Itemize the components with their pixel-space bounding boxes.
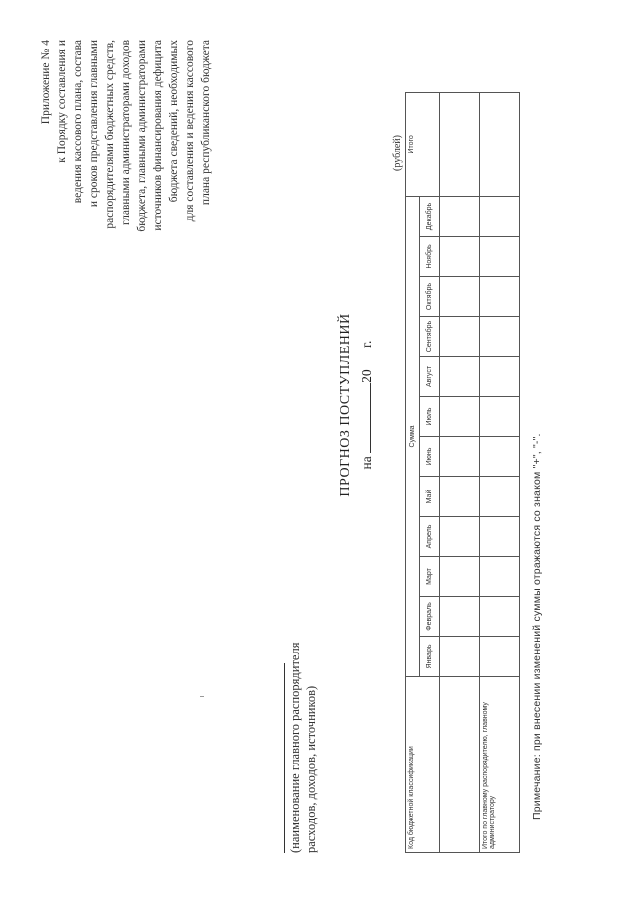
organization-caption-1: (наименование главного распорядителя (288, 642, 302, 853)
forecast-table (405, 92, 520, 853)
table-cell (480, 517, 520, 557)
table-cell (440, 196, 480, 236)
organization-block (284, 613, 319, 853)
table-cell (440, 477, 480, 517)
appendix-line: и сроков представления главными (88, 40, 100, 208)
appendix-line: к Порядку составления и (56, 40, 68, 163)
appendix-line: для составления и ведения кассового (184, 40, 196, 222)
total-header: Итого (406, 92, 440, 196)
month-header: Декабрь (420, 196, 440, 236)
scan-speck (200, 696, 204, 697)
table-cell (440, 317, 480, 357)
period-year-suffix: г. (359, 340, 374, 348)
header-row-1 (406, 92, 420, 852)
table-cell (440, 437, 480, 477)
organization-caption-2: расходов, доходов, источников) (304, 685, 318, 853)
table-cell (440, 277, 480, 317)
month-header: Сентябрь (420, 317, 440, 357)
table-cell (480, 637, 520, 677)
appendix-line: распорядителями бюджетных средств, (104, 40, 116, 229)
table-cell (440, 397, 480, 437)
table-cell (480, 92, 520, 196)
appendix-line: главными администраторами доходов (120, 40, 132, 225)
month-header: Январь (420, 637, 440, 677)
table-cell (440, 237, 480, 277)
document-title: ПРОГНОЗ ПОСТУПЛЕНИЙ (338, 313, 353, 497)
table-cell (440, 637, 480, 677)
appendix-line: бюджета сведений, необходимых (168, 40, 180, 203)
month-header: Май (420, 477, 440, 517)
table-cell (440, 357, 480, 397)
table-cell (480, 277, 520, 317)
table-cell (480, 557, 520, 597)
month-header: Июнь (420, 437, 440, 477)
month-header: Октябрь (420, 277, 440, 317)
appendix-line: плана республиканского бюджета (200, 40, 212, 206)
month-header: Апрель (420, 517, 440, 557)
appendix-line: источников финансирования дефицита (152, 40, 164, 231)
total-row-label: Итого по главному распорядителю, главному администратору (480, 677, 520, 853)
table-cell (440, 677, 480, 853)
total-row (480, 92, 520, 852)
table-cell (440, 92, 480, 196)
table-row (440, 92, 480, 852)
month-header: Март (420, 557, 440, 597)
document-period (358, 235, 375, 575)
table-cell (480, 357, 520, 397)
appendix-block (38, 40, 214, 300)
appendix-line: бюджета, главными администраторами (136, 40, 148, 232)
month-header: Август (420, 357, 440, 397)
table-cell (440, 557, 480, 597)
table-cell (480, 437, 520, 477)
table-cell (480, 477, 520, 517)
table-cell (440, 597, 480, 637)
table-cell (480, 597, 520, 637)
table-cell (480, 317, 520, 357)
code-header: Код бюджетной классификации (406, 677, 440, 853)
month-header: Июль (420, 397, 440, 437)
period-na: на (359, 456, 374, 470)
table-cell (480, 196, 520, 236)
organization-underline (284, 663, 285, 853)
appendix-line: ведения кассового плана, состава (72, 40, 84, 204)
period-blank (358, 383, 371, 453)
unit-label: (рублей) (392, 134, 403, 171)
table-cell (480, 397, 520, 437)
table-cell (480, 237, 520, 277)
month-header: Февраль (420, 597, 440, 637)
appendix-line: Приложение № 4 (40, 40, 52, 125)
sum-header: Сумма (406, 196, 420, 676)
month-header: Ноябрь (420, 237, 440, 277)
period-year-prefix: 20 (359, 369, 374, 383)
footnote: Примечание: при внесении изменений суммы отражаются со знаком "+", "-". (531, 433, 543, 820)
table-cell (440, 517, 480, 557)
